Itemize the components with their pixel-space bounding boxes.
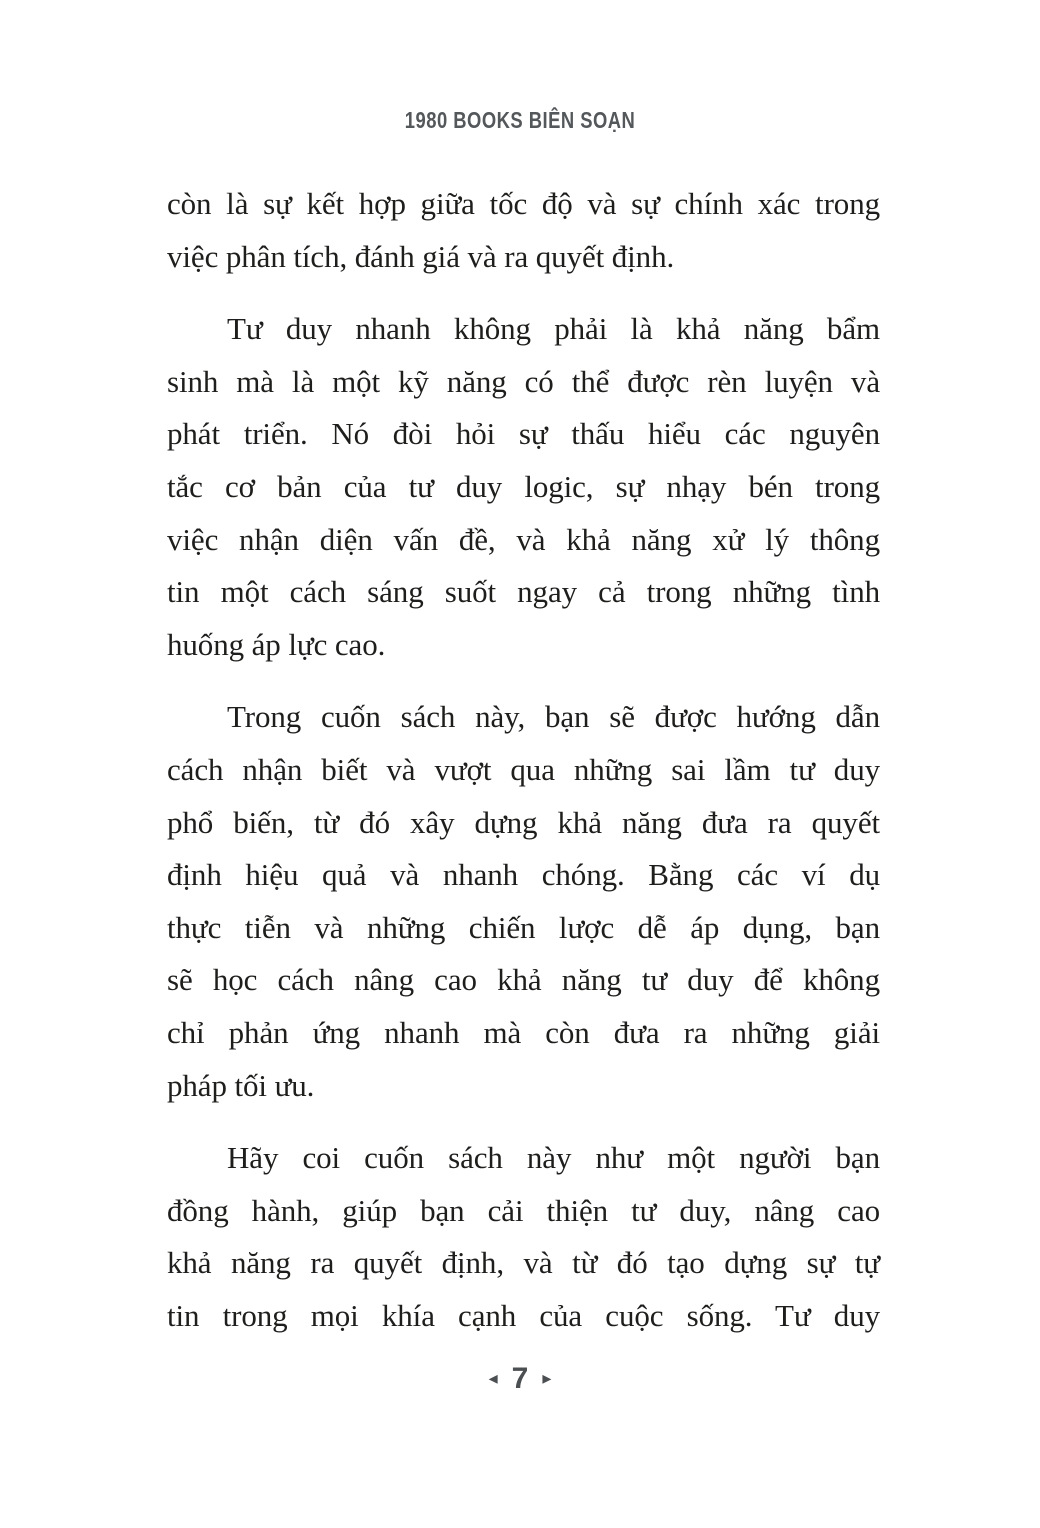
- text-line: tin trong mọi khía cạnh của cuộc sống. Tư duy: [167, 1297, 880, 1333]
- running-header-text: 1980 BOOKS BIÊN SOẠN: [404, 107, 636, 133]
- next-page-icon: ▸: [542, 1368, 552, 1389]
- text-line: Tư duy nhanh không phải là khả năng bẩm: [227, 311, 880, 347]
- paragraph: [167, 1132, 880, 1342]
- text-line: sinh mà là một kỹ năng có thể được rèn luyện và: [167, 363, 880, 399]
- text-line: đồng hành, giúp bạn cải thiện tư duy, nâng cao: [167, 1192, 880, 1228]
- prev-page-icon: ◂: [488, 1368, 498, 1389]
- text-line: việc phân tích, đánh giá và ra quyết định.: [167, 238, 675, 274]
- paragraph: [167, 691, 880, 1112]
- paragraph: [167, 303, 880, 671]
- text-line: Hãy coi cuốn sách này như một người bạn: [227, 1140, 880, 1176]
- text-line: pháp tối ưu.: [167, 1067, 315, 1103]
- text-line: huống áp lực cao.: [167, 626, 386, 662]
- text-line: tắc cơ bản của tư duy logic, sự nhạy bén trong: [167, 468, 880, 504]
- text-line: cách nhận biết và vượt qua những sai lầm tư duy: [167, 751, 880, 787]
- text-line: Trong cuốn sách này, bạn sẽ được hướng dẫn: [227, 699, 880, 735]
- text-line: sẽ học cách nâng cao khả năng tư duy để không: [167, 962, 880, 998]
- page-number: 7: [511, 1362, 529, 1395]
- paragraph: [167, 178, 880, 283]
- running-header: [0, 108, 1040, 133]
- text-line: thực tiễn và những chiến lược dễ áp dụng, bạn: [167, 909, 880, 945]
- text-line: định hiệu quả và nhanh chóng. Bằng các ví dụ: [167, 857, 880, 893]
- text-line: còn là sự kết hợp giữa tốc độ và sự chính xác trong: [167, 186, 880, 221]
- text-line: tin một cách sáng suốt ngay cả trong những tình: [167, 574, 880, 610]
- text-line: khả năng ra quyết định, và từ đó tạo dựng sự tự: [167, 1245, 880, 1281]
- page-body: [167, 178, 880, 1342]
- page-footer: [0, 1364, 1040, 1394]
- text-line: chỉ phản ứng nhanh mà còn đưa ra những giải: [167, 1014, 880, 1050]
- text-line: việc nhận diện vấn đề, và khả năng xử lý thông: [167, 521, 880, 557]
- text-line: phát triển. Nó đòi hỏi sự thấu hiểu các nguyên: [167, 416, 880, 452]
- text-line: phổ biến, từ đó xây dựng khả năng đưa ra quyết: [167, 804, 880, 840]
